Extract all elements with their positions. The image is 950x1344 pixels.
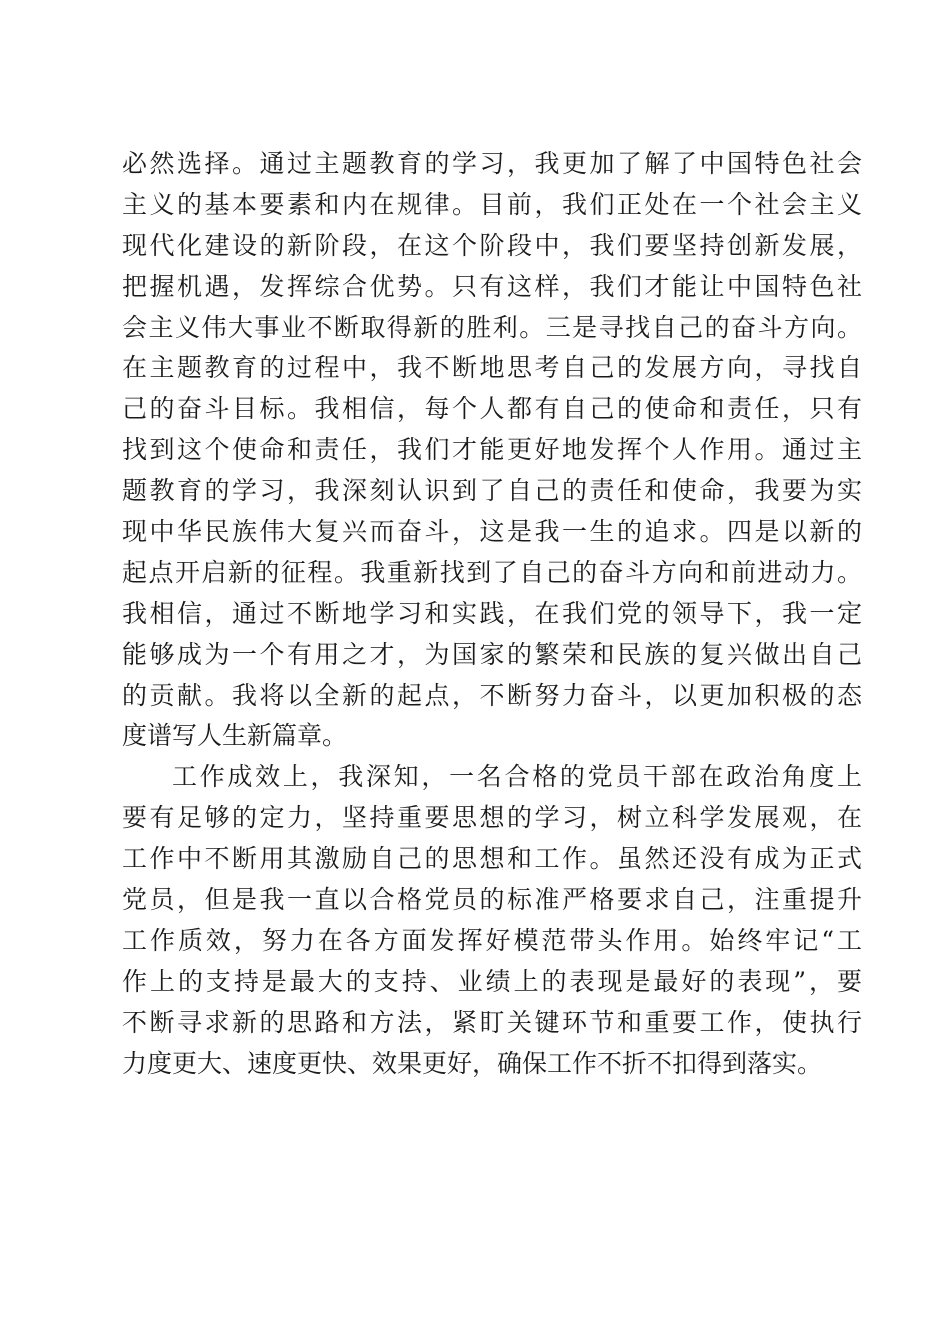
- text-line: 工作成效上，我深知，一名合格的党员干部在政治角度上: [172, 762, 862, 792]
- text-line: 起点开启新的征程。我重新找到了自己的奋斗方向和前进动力。: [122, 557, 862, 587]
- text-line: 工作质效，努力在各方面发挥好模范带头作用。始终牢记“工: [122, 925, 862, 955]
- text-line: 度谱写人生新篇章。: [122, 721, 348, 751]
- text-line: 主义的基本要素和内在规律。目前，我们正处在一个社会主义: [122, 189, 862, 219]
- text-line: 能够成为一个有用之才，为国家的繁荣和民族的复兴做出自己: [122, 639, 862, 669]
- text-line: 现中华民族伟大复兴而奋斗，这是我一生的追求。四是以新的: [122, 517, 862, 547]
- text-line: 党员，但是我一直以合格党员的标准严格要求自己，注重提升: [122, 885, 862, 915]
- text-line: 要有足够的定力，坚持重要思想的学习，树立科学发展观，在: [122, 803, 862, 833]
- text-line: 不断寻求新的思路和方法，紧盯关键环节和重要工作，使执行: [122, 1007, 862, 1037]
- text-line: 会主义伟大事业不断取得新的胜利。三是寻找自己的奋斗方向。: [122, 312, 862, 342]
- text-line: 我相信，通过不断地学习和实践，在我们党的领导下，我一定: [122, 598, 862, 628]
- text-line: 力度更大、速度更快、效果更好，确保工作不折不扣得到落实。: [122, 1048, 823, 1078]
- text-line: 现代化建设的新阶段，在这个阶段中，我们要坚持创新发展，: [122, 230, 862, 260]
- paragraph-1: [122, 144, 862, 757]
- text-line: 在主题教育的过程中，我不断地思考自己的发展方向，寻找自: [122, 353, 862, 383]
- paragraph-2: [122, 757, 862, 1084]
- text-line: 题教育的学习，我深刻认识到了自己的责任和使命，我要为实: [122, 476, 862, 506]
- text-line: 的贡献。我将以全新的起点，不断努力奋斗，以更加积极的态: [122, 680, 862, 710]
- document-body: [122, 144, 862, 1084]
- text-line: 把握机遇，发挥综合优势。只有这样，我们才能让中国特色社: [122, 271, 862, 301]
- text-line: 己的奋斗目标。我相信，每个人都有自己的使命和责任，只有: [122, 394, 862, 424]
- text-line: 工作中不断用其激励自己的思想和工作。虽然还没有成为正式: [122, 844, 862, 874]
- text-line: 必然选择。通过主题教育的学习，我更加了解了中国特色社会: [122, 149, 862, 178]
- text-line: 找到这个使命和责任，我们才能更好地发挥个人作用。通过主: [122, 435, 862, 465]
- text-line: 作上的支持是最大的支持、业绩上的表现是最好的表现”，要: [122, 966, 862, 996]
